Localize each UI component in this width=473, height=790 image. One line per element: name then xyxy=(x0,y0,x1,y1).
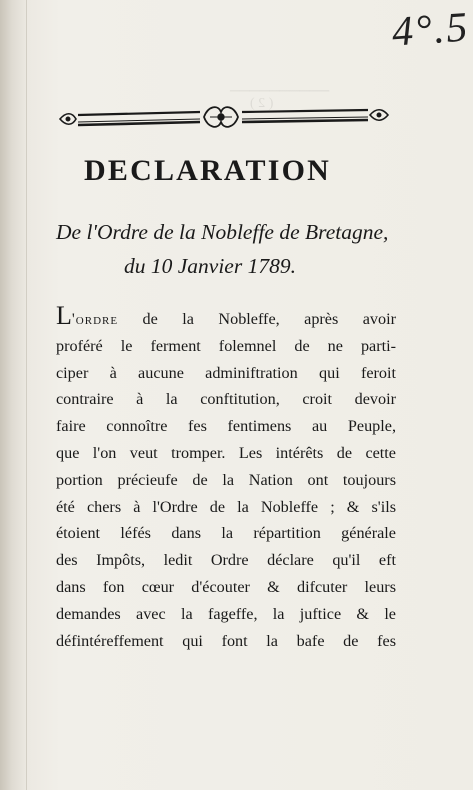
body-line: ciper à aucune adminiftration qui feroit xyxy=(56,363,396,382)
line-text: de la Nobleffe, après avoir xyxy=(118,310,396,328)
body-line: dans fon cœur d'écouter & difcuter leurs xyxy=(56,577,396,596)
body-line: proféré le ferment folemnel de ne parti- xyxy=(56,336,396,355)
body-paragraph xyxy=(56,301,396,654)
first-word: 'ordre xyxy=(71,310,119,328)
shelfmark: 4°.5 xyxy=(390,4,471,56)
document-subtitle: De l'Ordre de la Nobleffe de Bretagne, xyxy=(56,220,389,244)
page-edge xyxy=(0,0,27,790)
body-line: des Impôts, ledit Ordre déclare qu'il eft xyxy=(56,551,396,570)
body-line: contraire à la conftitution, croit devoir xyxy=(56,390,396,409)
bleed-through: ( 2 ) xyxy=(250,96,274,111)
ornament-rule xyxy=(58,100,392,134)
body-line xyxy=(56,301,396,333)
document-date: du 10 Janvier 1789. xyxy=(124,254,296,278)
body-line: demandes avec la fageffe, la juftice & le xyxy=(56,604,396,623)
body-line: que l'on veut tromper. Les intérêts de cette xyxy=(56,443,396,462)
drop-cap: L xyxy=(56,301,72,330)
body-line: portion précieufe de la Nation ont toujours xyxy=(56,470,396,489)
body-line: faire connoître fes fentimens au Peuple, xyxy=(56,417,396,436)
body-line: défintéreffement qui font la bafe de fes xyxy=(56,631,396,650)
bleed-through: ────────── xyxy=(230,84,330,99)
body-line: été chers à l'Ordre de la Nobleffe ; & s'ils xyxy=(56,497,396,516)
document-title: DECLARATION xyxy=(84,154,332,187)
body-line: étoient léfés dans la répartition générale xyxy=(56,524,396,543)
